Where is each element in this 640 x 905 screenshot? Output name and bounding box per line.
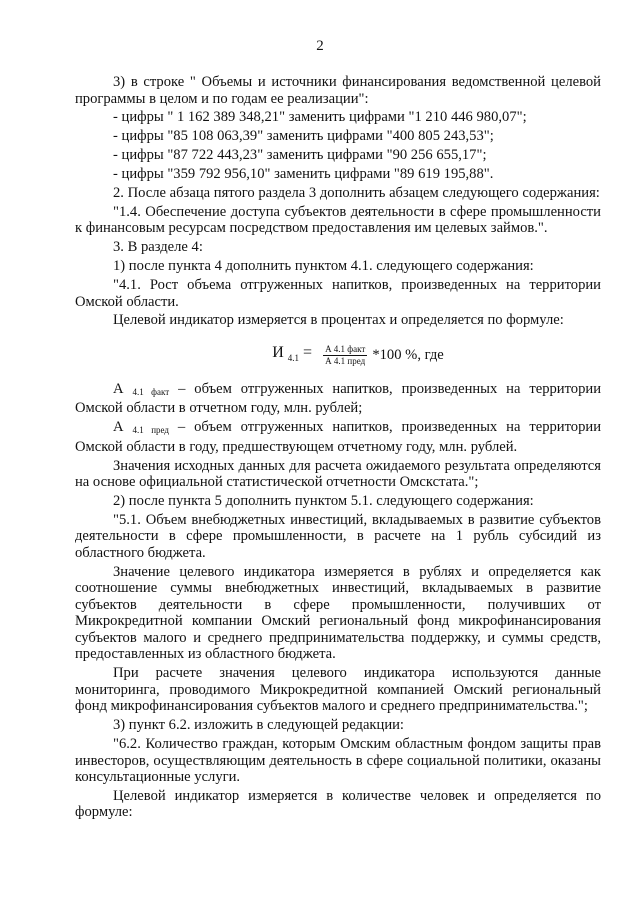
formula-denominator: А 4.1 пред — [325, 355, 366, 366]
formula-lhs: И $_{4.1}$ = — [272, 343, 313, 363]
quoted-paragraph: "6.2. Количество граждан, которым Омским областным фондом защиты прав инвесторов, осуществляющим деятельность в сфере социальной политики, оказаны консультационные услуги. — [75, 736, 601, 786]
list-item: - цифры "85 108 063,39" заменить цифрами "400 805 243,53"; — [113, 128, 494, 145]
page-number: 2 — [316, 38, 324, 54]
document-body — [75, 74, 601, 823]
paragraph: 3. В разделе 4: — [113, 239, 203, 256]
paragraph: 3) пункт 6.2. изложить в следующей редакции: — [113, 717, 404, 734]
paragraph: Целевой индикатор измеряется в количестве человек и определяется по формуле: — [75, 787, 601, 821]
list-item: - цифры "87 722 443,23" заменить цифрами "90 256 655,17"; — [113, 147, 487, 164]
paragraph: 2. После абзаца пятого раздела 3 дополнить абзацем следующего содержания: — [113, 184, 600, 201]
definition: А 4.1 пред – объем отгруженных напитков, произведенных на территории Омской области в году, предшествующем отчетному году, млн. рублей. — [75, 419, 601, 455]
definition: А 4.1 факт – объем отгруженных напитков, произведенных на территории Омской области в отчетном году, млн. рублей; — [75, 380, 602, 417]
paragraph: Значения исходных данных для расчета ожидаемого результата определяются на основе официальной статистической отчетности Омскстата."; — [75, 457, 601, 491]
paragraph: Значение целевого индикатора измеряется в рублях и определяется как соотношение суммы внебюджетных инвестиций, вкладываемых в развитие субъектов деятельности в сфере промышленности, получивших от Микрокредитной компании Омский региональный фонд микрофинансирования субъектов малого и среднего предпринимательства поддержку, и суммы средств, предоставленных из областного бюджета. — [75, 563, 601, 663]
paragraph: При расчете значения целевого индикатора используются данные мониторинга, проводимого Микрокредитной компанией Омский региональный фонд микрофинансирования субъектов малого и среднего предпринимательства."; — [75, 665, 601, 715]
formula-tail: *100 %, где — [372, 347, 444, 364]
list-item: - цифры " 1 162 389 348,21" заменить цифрами "1 210 446 980,07"; — [113, 109, 527, 126]
formula-fraction — [323, 344, 367, 367]
list-item: - цифры "359 792 956,10" заменить цифрами "89 619 195,88". — [113, 166, 494, 183]
quoted-paragraph: "1.4. Обеспечение доступа субъектов деятельности в сфере промышленности к финансовым ресурсам посредством предоставления им целевых займов.". — [75, 203, 601, 237]
formula — [115, 344, 601, 367]
paragraph: 1) после пункта 4 дополнить пунктом 4.1. следующего содержания: — [113, 258, 534, 275]
paragraph: 2) после пункта 5 дополнить пунктом 5.1. следующего содержания: — [113, 493, 534, 510]
paragraph: 3) в строке " Объемы и источники финансирования ведомственной целевой программы в целом и по годам ее реализации": — [75, 74, 601, 107]
quoted-paragraph: "4.1. Рост объема отгруженных напитков, произведенных на территории Омской области. — [75, 277, 601, 310]
formula-numerator: А 4.1 факт — [325, 343, 366, 354]
paragraph: Целевой индикатор измеряется в процентах и определяется по формуле: — [113, 312, 564, 329]
quoted-paragraph: "5.1. Объем внебюджетных инвестиций, вкладываемых в развитие субъектов деятельности в сфере промышленности, в расчете на 1 рубль субсидий из областного бюджета. — [75, 511, 601, 561]
